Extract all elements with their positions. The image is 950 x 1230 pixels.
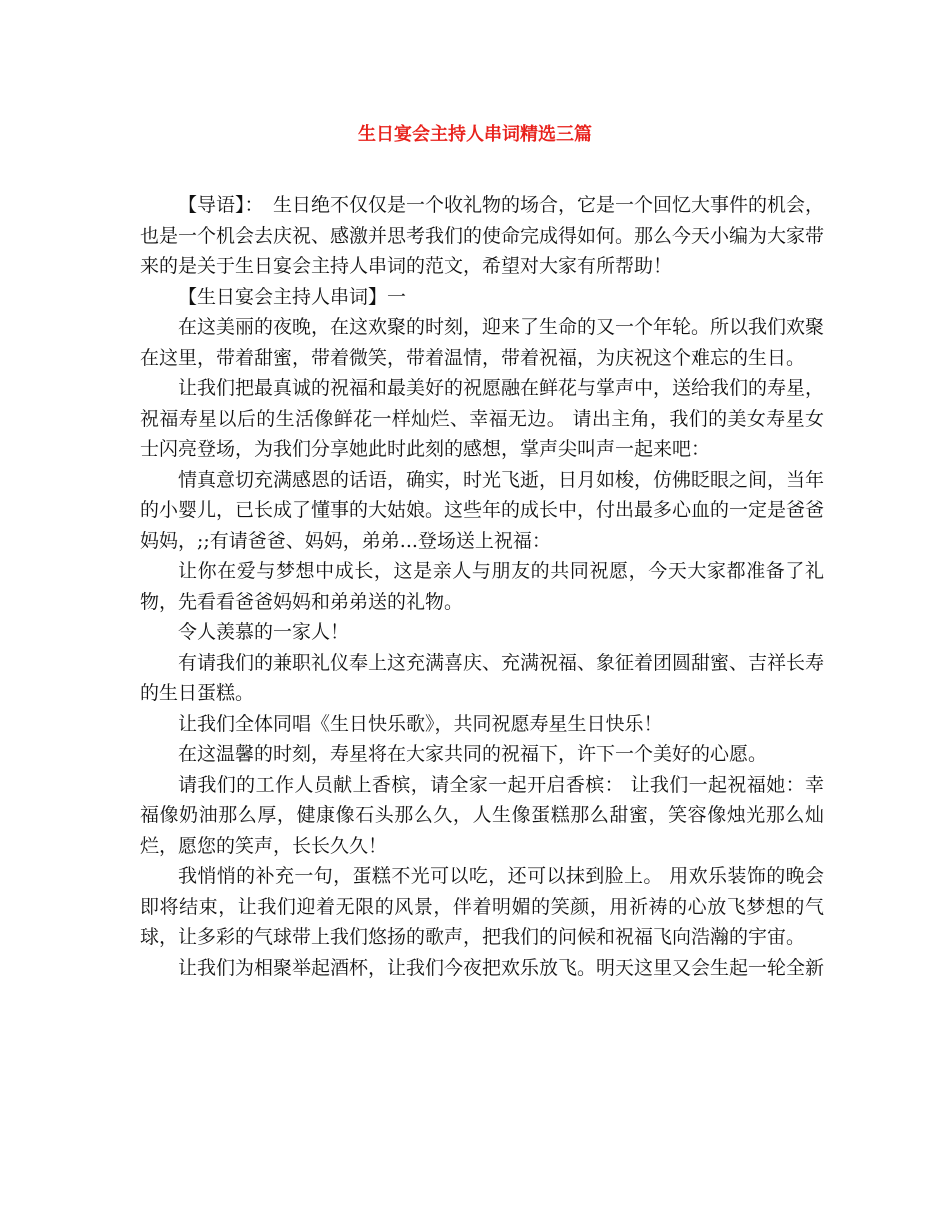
paragraph: 让你在爱与梦想中成长，这是亲人与朋友的共同祝愿，今天大家都准备了礼物，先看看爸爸妈妈和弟弟送的礼物。 — [140, 560, 824, 613]
section-heading: 【生日宴会主持人串词】一 — [178, 285, 407, 308]
paragraph: 情真意切充满感恩的话语，确实，时光飞逝，日月如梭，仿佛眨眼之间，当年的小婴儿，已长成了懂事的大姑娘。这些年的成长中，付出最多心血的一定是爸爸妈妈，;;有请爸爸、妈妈，弟弟...登场送上祝福： — [140, 468, 825, 552]
paragraph: 在这美丽的夜晚，在这欢聚的时刻，迎来了生命的又一个年轮。所以我们欢聚在这里，带着甜蜜，带着微笑，带着温情，带着祝福，为庆祝这个难忘的生日。 — [140, 316, 825, 369]
paragraph: 让我们全体同唱《生日快乐歌》，共同祝愿寿星生日快乐！ — [178, 712, 663, 735]
document-body — [140, 190, 824, 983]
paragraph: 让我们为相聚举起酒杯，让我们今夜把欢乐放飞。明天这里又会生起一轮全新 — [178, 956, 825, 979]
paragraph-intro: 【导语】： 生日绝不仅仅是一个收礼物的场合，它是一个回忆大事件的机会，也是一个机会去庆祝、感激并思考我们的使命完成得如何。那么今天小编为大家带来的是关于生日宴会主持人串词的范文，希望对大家有所帮助！ — [140, 194, 825, 277]
paragraph: 有请我们的兼职礼仪奉上这充满喜庆、充满祝福、象征着团圆甜蜜、吉祥长寿的生日蛋糕。 — [140, 651, 825, 704]
paragraph: 在这温馨的时刻，寿星将在大家共同的祝福下，许下一个美好的心愿。 — [178, 743, 768, 765]
paragraph: 令人羡慕的一家人！ — [178, 621, 350, 643]
paragraph: 让我们把最真诚的祝福和最美好的祝愿融在鲜花与掌声中，送给我们的寿星，祝福寿星以后的生活像鲜花一样灿烂、幸福无边。 请出主角，我们的美女寿星女士闪亮登场，为我们分享她此时此刻的感想，掌声尖叫声一起来吧： — [140, 377, 825, 460]
paragraph: 我悄悄的补充一句，蛋糕不光可以吃，还可以抹到脸上。 用欢乐装饰的晚会即将结束，让我们迎着无限的风景，伴着明媚的笑颜，用祈祷的心放飞梦想的气球，让多彩的气球带上我们悠扬的歌声，把我们的问候和祝福飞向浩瀚的宇宙。 — [140, 865, 824, 948]
paragraph: 请我们的工作人员献上香槟，请全家一起开启香槟： 让我们一起祝福她：幸福像奶油那么厚，健康像石头那么久，人生像蛋糕那么甜蜜，笑容像烛光那么灿烂，愿您的笑声，长长久久！ — [140, 773, 824, 857]
document-title: 生日宴会主持人串词精选三篇 — [358, 124, 592, 145]
